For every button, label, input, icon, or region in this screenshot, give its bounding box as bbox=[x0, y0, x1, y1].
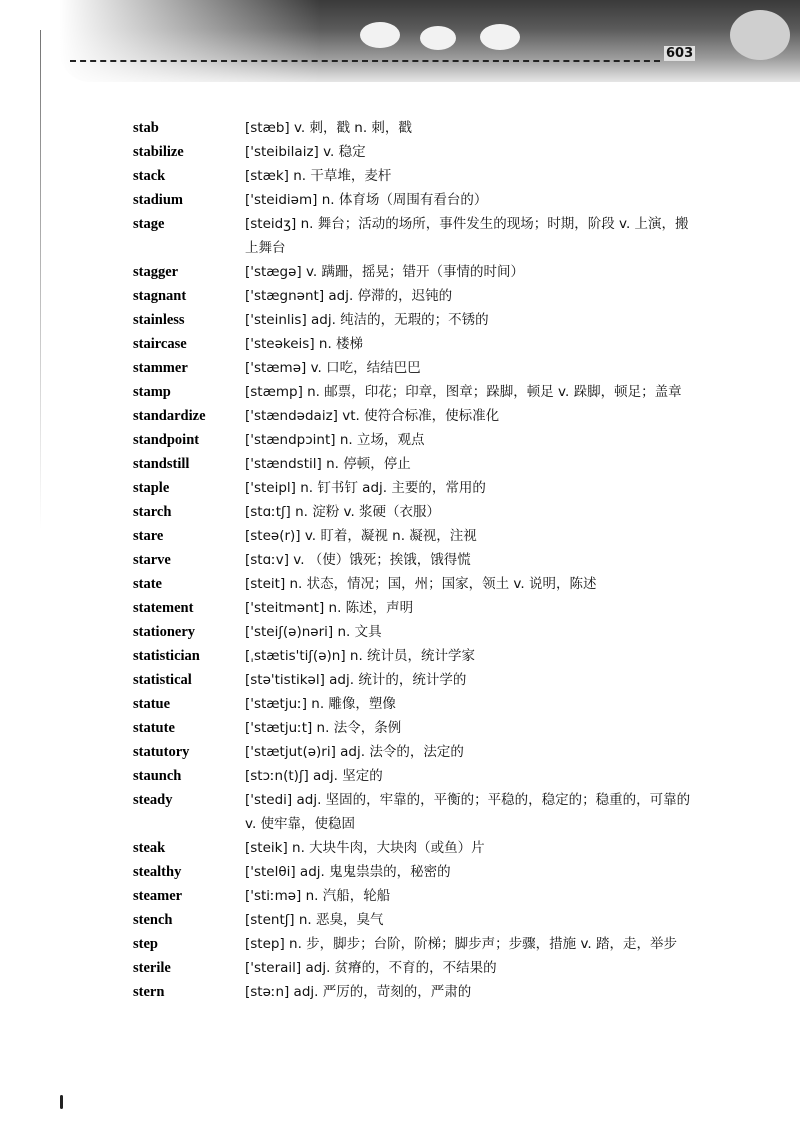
entry-definition: ['steipl] n. 钉书钉 adj. 主要的，常用的 bbox=[245, 480, 486, 496]
header-decoration bbox=[420, 26, 456, 50]
entry-definition: [stæb] v. 刺，戳 n. 刺，戳 bbox=[245, 120, 412, 136]
page-number: 603 bbox=[666, 46, 694, 61]
headword: stealthy bbox=[133, 864, 182, 880]
dictionary-entry bbox=[0, 212, 800, 260]
dictionary-entry bbox=[0, 332, 800, 356]
headword: statute bbox=[133, 720, 175, 736]
dictionary-entry bbox=[0, 164, 800, 188]
dictionary-entry bbox=[0, 116, 800, 140]
headword: statutory bbox=[133, 744, 190, 760]
dictionary-entry bbox=[0, 836, 800, 860]
entry-definition: [stɔːn(t)ʃ] adj. 坚定的 bbox=[245, 768, 383, 784]
headword: state bbox=[133, 576, 162, 592]
dictionary-entry bbox=[0, 356, 800, 380]
headword: stamp bbox=[133, 384, 171, 400]
entry-definition: ['stætjuːt] n. 法令，条例 bbox=[245, 720, 402, 736]
headword: standardize bbox=[133, 408, 206, 424]
dictionary-entry bbox=[0, 740, 800, 764]
entry-definition: ['steiʃ(ə)nəri] n. 文具 bbox=[245, 624, 382, 640]
dictionary-entry bbox=[0, 452, 800, 476]
dictionary-entry bbox=[0, 908, 800, 932]
dictionary-entry bbox=[0, 980, 800, 1004]
entry-definition: [step] n. 步，脚步；台阶，阶梯；脚步声；步骤，措施 v. 踏，走，举步 bbox=[245, 936, 677, 952]
headword: stabilize bbox=[133, 144, 184, 160]
headword: stationery bbox=[133, 624, 196, 640]
headword: stagger bbox=[133, 264, 179, 280]
entry-definition: ['steitmənt] n. 陈述，声明 bbox=[245, 600, 414, 616]
dictionary-entry bbox=[0, 428, 800, 452]
headword: stern bbox=[133, 984, 165, 1000]
header-decoration bbox=[360, 22, 400, 48]
headword: staple bbox=[133, 480, 170, 496]
headword: stagnant bbox=[133, 288, 187, 304]
dictionary-entry bbox=[0, 284, 800, 308]
headword: staunch bbox=[133, 768, 182, 784]
entry-definition: ['stæmə] v. 口吃，结结巴巴 bbox=[245, 360, 421, 376]
headword: statement bbox=[133, 600, 194, 616]
headword: starve bbox=[133, 552, 171, 568]
header-dashed-rule bbox=[70, 60, 660, 62]
entry-definition: [stɑːtʃ] n. 淀粉 v. 浆硬（衣服） bbox=[245, 504, 441, 520]
headword: steak bbox=[133, 840, 166, 856]
headword: stainless bbox=[133, 312, 185, 328]
dictionary-entry bbox=[0, 188, 800, 212]
headword: stab bbox=[133, 120, 159, 136]
dictionary-entry bbox=[0, 140, 800, 164]
entry-definition: [ˌstætis'tiʃ(ə)n] n. 统计员，统计学家 bbox=[245, 648, 476, 664]
headword: step bbox=[133, 936, 158, 952]
entry-definition: ['sterail] adj. 贫瘠的，不育的，不结果的 bbox=[245, 960, 497, 976]
entry-definition: [stə'tistikəl] adj. 统计的，统计学的 bbox=[245, 672, 467, 688]
entry-definition: ['stætjuː] n. 雕像，塑像 bbox=[245, 696, 396, 712]
dictionary-entry bbox=[0, 692, 800, 716]
entry-definition: ['stelθi] adj. 鬼鬼祟祟的，秘密的 bbox=[245, 864, 451, 880]
dictionary-entry bbox=[0, 260, 800, 284]
dictionary-entry bbox=[0, 716, 800, 740]
headword: stench bbox=[133, 912, 173, 928]
headword: standpoint bbox=[133, 432, 200, 448]
entry-definition: [steə(r)] v. 盯着，凝视 n. 凝视，注视 bbox=[245, 528, 477, 544]
entry-definition: [stæmp] n. 邮票，印花；印章，图章；跺脚，顿足 v. 跺脚，顿足；盖章 bbox=[245, 384, 682, 400]
entry-definition: [stəːn] adj. 严厉的，苛刻的，严肃的 bbox=[245, 984, 472, 1000]
headword: stadium bbox=[133, 192, 183, 208]
dictionary-entry bbox=[0, 548, 800, 572]
entry-definition: [steidʒ] n. 舞台；活动的场所，事件发生的现场；时期，阶段 v. 上演，搬上舞台 bbox=[245, 216, 689, 256]
entry-definition: ['stiːmə] n. 汽船，轮船 bbox=[245, 888, 391, 904]
dictionary-entry-list bbox=[0, 116, 800, 1004]
dictionary-entry bbox=[0, 764, 800, 788]
dictionary-entry bbox=[0, 500, 800, 524]
headword: stare bbox=[133, 528, 164, 544]
headword: starch bbox=[133, 504, 172, 520]
entry-definition: [steit] n. 状态，情况；国，州；国家，领土 v. 说明，陈述 bbox=[245, 576, 597, 592]
dictionary-entry bbox=[0, 644, 800, 668]
entry-definition: [stentʃ] n. 恶臭，臭气 bbox=[245, 912, 384, 928]
headword: stage bbox=[133, 216, 165, 232]
dictionary-entry bbox=[0, 788, 800, 836]
dictionary-entry bbox=[0, 956, 800, 980]
header-decoration bbox=[480, 24, 520, 50]
headword: stack bbox=[133, 168, 166, 184]
entry-definition: ['steibilaiz] v. 稳定 bbox=[245, 144, 366, 160]
entry-definition: ['stændstil] n. 停顿，停止 bbox=[245, 456, 411, 472]
headword: staircase bbox=[133, 336, 187, 352]
entry-definition: ['stætjut(ə)ri] adj. 法令的，法定的 bbox=[245, 744, 464, 760]
entry-definition: [stæk] n. 干草堆，麦杆 bbox=[245, 168, 392, 184]
headword: stammer bbox=[133, 360, 188, 376]
header-decoration bbox=[730, 10, 790, 60]
headword: statistician bbox=[133, 648, 200, 664]
dictionary-entry bbox=[0, 572, 800, 596]
entry-definition: ['steəkeis] n. 楼梯 bbox=[245, 336, 364, 352]
headword: standstill bbox=[133, 456, 190, 472]
scan-mark bbox=[60, 1095, 63, 1109]
dictionary-entry bbox=[0, 620, 800, 644]
entry-definition: ['stændpɔint] n. 立场，观点 bbox=[245, 432, 425, 448]
entry-definition: ['stændədaiz] vt. 使符合标准，使标准化 bbox=[245, 408, 500, 424]
headword: sterile bbox=[133, 960, 171, 976]
entry-definition: [steik] n. 大块牛肉，大块肉（或鱼）片 bbox=[245, 840, 485, 856]
entry-definition: ['steinlis] adj. 纯洁的，无瑕的；不锈的 bbox=[245, 312, 489, 328]
entry-definition: ['steidiəm] n. 体育场（周围有看台的） bbox=[245, 192, 488, 208]
dictionary-entry bbox=[0, 860, 800, 884]
dictionary-entry bbox=[0, 596, 800, 620]
dictionary-entry bbox=[0, 884, 800, 908]
page-header-band bbox=[60, 0, 800, 82]
headword: statistical bbox=[133, 672, 192, 688]
dictionary-entry bbox=[0, 308, 800, 332]
entry-definition: ['stægə] v. 蹒跚，摇晃；错开（事情的时间） bbox=[245, 264, 525, 280]
dictionary-entry bbox=[0, 404, 800, 428]
entry-definition: ['stedi] adj. 坚固的，牢靠的，平衡的；平稳的，稳定的；稳重的，可靠的 v. 使牢靠，使稳固 bbox=[245, 792, 691, 832]
headword: steady bbox=[133, 792, 173, 808]
dictionary-entry bbox=[0, 668, 800, 692]
headword: steamer bbox=[133, 888, 183, 904]
dictionary-entry bbox=[0, 932, 800, 956]
entry-definition: ['stægnənt] adj. 停滞的，迟钝的 bbox=[245, 288, 453, 304]
dictionary-entry bbox=[0, 380, 800, 404]
dictionary-entry bbox=[0, 524, 800, 548]
entry-definition: [stɑːv] v. （使）饿死；挨饿，饿得慌 bbox=[245, 552, 471, 568]
headword: statue bbox=[133, 696, 171, 712]
dictionary-entry bbox=[0, 476, 800, 500]
